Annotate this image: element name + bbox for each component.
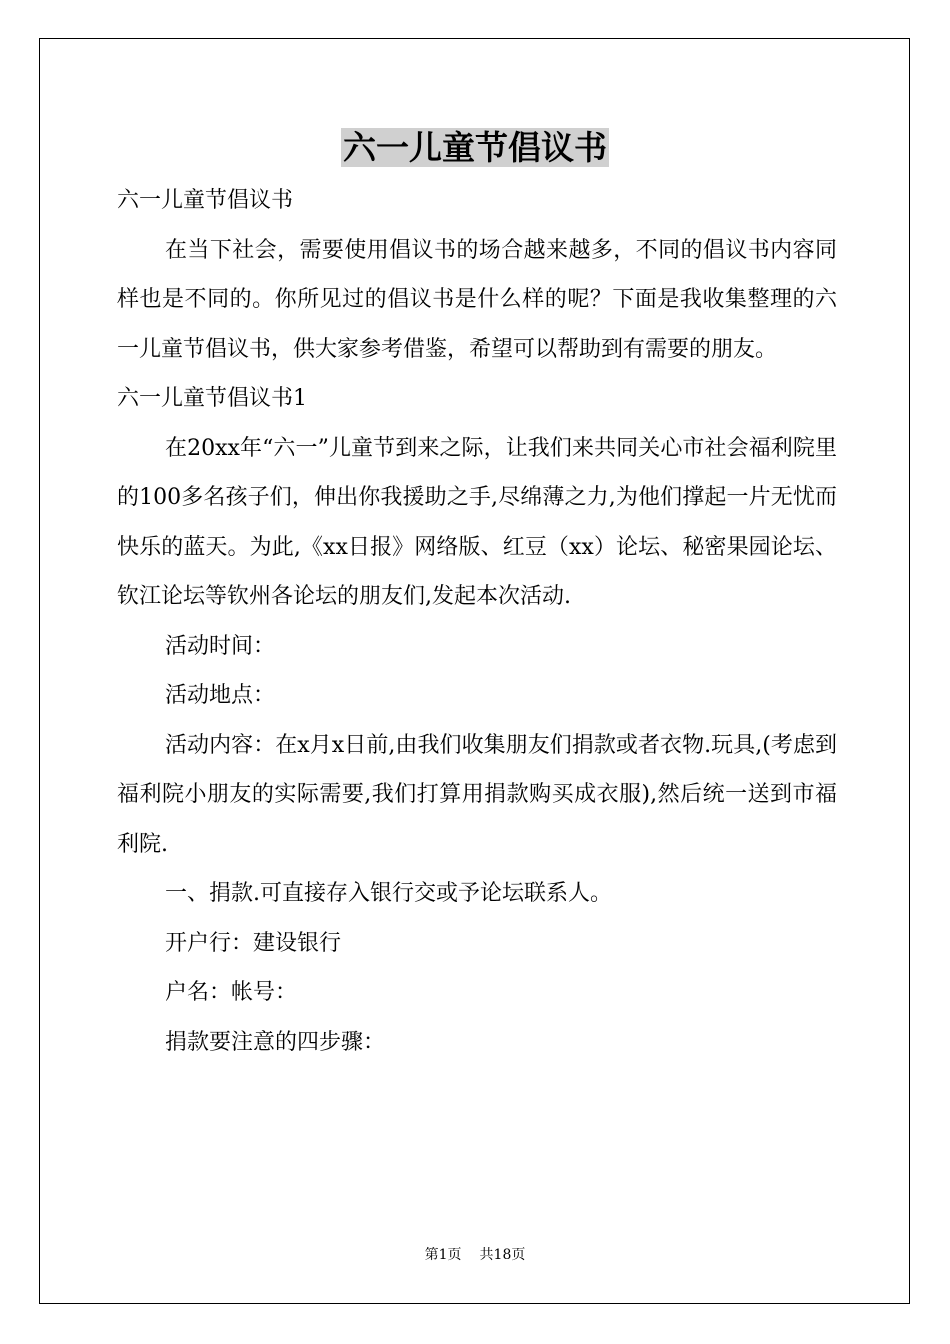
paragraph-bank: 开户行：建设银行 [165,930,342,956]
paragraph-account: 户名：帐号： [165,980,298,1005]
page-total: 共18页 [479,1247,526,1263]
paragraph-section-heading: 六一儿童节倡议书1 [117,386,307,411]
paragraph-activity-location: 活动地点： [165,683,276,708]
paragraph-donation: 一、捐款.可直接存入银行交或予论坛联系人。 [165,881,612,906]
page-number: 第1页 [424,1247,462,1263]
document-title [0,126,950,170]
paragraph-activity-intro: 在20xx年“六一”儿童节到来之际，让我们来共同关心市社会福利院里的100多名孩子们，伸出你我援助之手,尽绵薄之力,为他们撑起一片无忧而快乐的蓝天。为此,《xx日报》网络版、红豆（xx）论坛、秘密果园论坛、钦江论坛等钦州各论坛的朋友们,发起本次活动. [117,435,837,609]
page-footer [0,1245,950,1265]
paragraph-intro: 在当下社会，需要使用倡议书的场合越来越多，不同的倡议书内容同样也是不同的。你所见过的倡议书是什么样的呢？下面是我收集整理的六一儿童节倡议书，供大家参考借鉴，希望可以帮助到有需要的朋友。 [117,237,837,362]
paragraph-steps: 捐款要注意的四步骤： [165,1029,386,1055]
document-title-text: 六一儿童节倡议书 [343,128,607,167]
paragraph-activity-time: 活动时间： [165,633,276,659]
paragraph-activity-content: 活动内容：在x月x日前,由我们收集朋友们捐款或者衣物.玩具,(考虑到福利院小朋友的实际需要,我们打算用捐款购买成衣服),然后统一送到市福利院. [117,732,837,857]
paragraph-subtitle: 六一儿童节倡议书 [117,188,294,213]
document-body [117,176,837,1067]
